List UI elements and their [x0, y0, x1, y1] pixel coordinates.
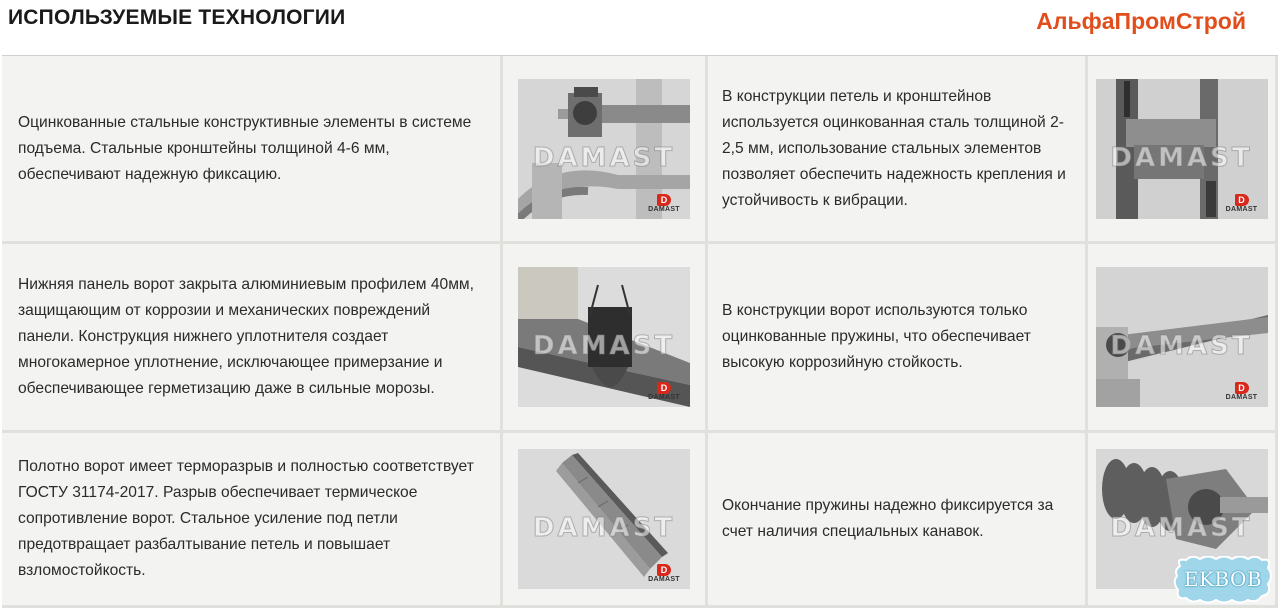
damast-watermark: DAMAST — [1110, 142, 1253, 173]
bottom-seal-profile-photo — [518, 267, 690, 407]
damast-watermark: DAMAST — [1110, 513, 1253, 544]
page-header — [0, 0, 1280, 50]
damast-watermark: DAMAST — [532, 331, 676, 362]
row3-right-text: Окончание пружины надежно фиксируется за счет наличия специальных канавок. — [722, 497, 1054, 540]
row1-right-text: В конструкции петель и кронштейнов используется оцинкованная сталь толщиной 2-2,5 мм, использование стальных элементов позволяет обеспечить надежность крепления и устойчивость к вибрации. — [722, 87, 1066, 209]
damast-watermark: DAMAST — [532, 142, 676, 173]
row3-left-photo-cell — [503, 433, 708, 608]
galvanized-spring-photo — [1096, 267, 1268, 407]
damast-logo: D DAMAST — [648, 194, 680, 213]
row3-right-text-cell — [708, 433, 1088, 608]
row2-right-photo-cell — [1088, 244, 1278, 433]
row2-right-text: В конструкции ворот используются только оцинкованные пружины, что обеспечивает высокую коррозийную стойкость. — [722, 302, 1031, 371]
ekbob-stamp-logo — [1172, 556, 1274, 604]
stamp-text: EKBOB — [1183, 567, 1263, 591]
shaft-bracket-photo — [518, 79, 690, 219]
row1-left-text: Оцинкованные стальные конструктивные элементы в системе подъема. Стальные кронштейны толщиной 4-6 мм, обеспечивают надежную фиксацию. — [18, 113, 472, 183]
damast-logo: D DAMAST — [648, 565, 680, 583]
hinge-bracket-photo — [1096, 79, 1268, 219]
row2-left-text: Нижняя панель ворот закрыта алюминиевым профилем 40мм, защищающим от коррозии и механических повреждений панели. Конструкция нижнего уплотнителя создает многокамерное уплотнение, исключающее примерзание и обеспечивающее герметизацию даже в сильные морозы. — [18, 276, 474, 397]
row1-left-text-cell — [2, 56, 503, 244]
damast-logo: D DAMAST — [1225, 194, 1258, 213]
row3-left-text-cell — [2, 433, 503, 608]
brand-logo-text: АльфаПромСтрой — [1036, 8, 1246, 34]
row2-left-photo-cell — [503, 244, 708, 433]
damast-logo: D DAMAST — [1225, 383, 1258, 401]
technology-table — [2, 55, 1278, 608]
page-title: ИСПОЛЬЗУЕМЫЕ ТЕХНОЛОГИИ — [8, 6, 346, 29]
damast-watermark: DAMAST — [532, 513, 676, 544]
row2-left-text-cell — [2, 244, 503, 433]
row1-right-text-cell — [708, 56, 1088, 244]
damast-logo: D DAMAST — [648, 383, 680, 401]
row1-left-photo-cell — [503, 56, 708, 244]
row3-left-text: Полотно ворот имеет терморазрыв и полностью соответствует ГОСТУ 31174-2017. Разрыв обеспечивает термическое сопротивление ворот. Стальное усиление под петли предотвращает разбалтывание петель и повышает взломостойкость. — [18, 458, 474, 579]
row2-right-text-cell — [708, 244, 1088, 433]
row1-right-photo-cell — [1088, 56, 1278, 244]
damast-watermark: DAMAST — [1110, 331, 1253, 362]
panel-thermal-break-photo — [518, 449, 690, 589]
